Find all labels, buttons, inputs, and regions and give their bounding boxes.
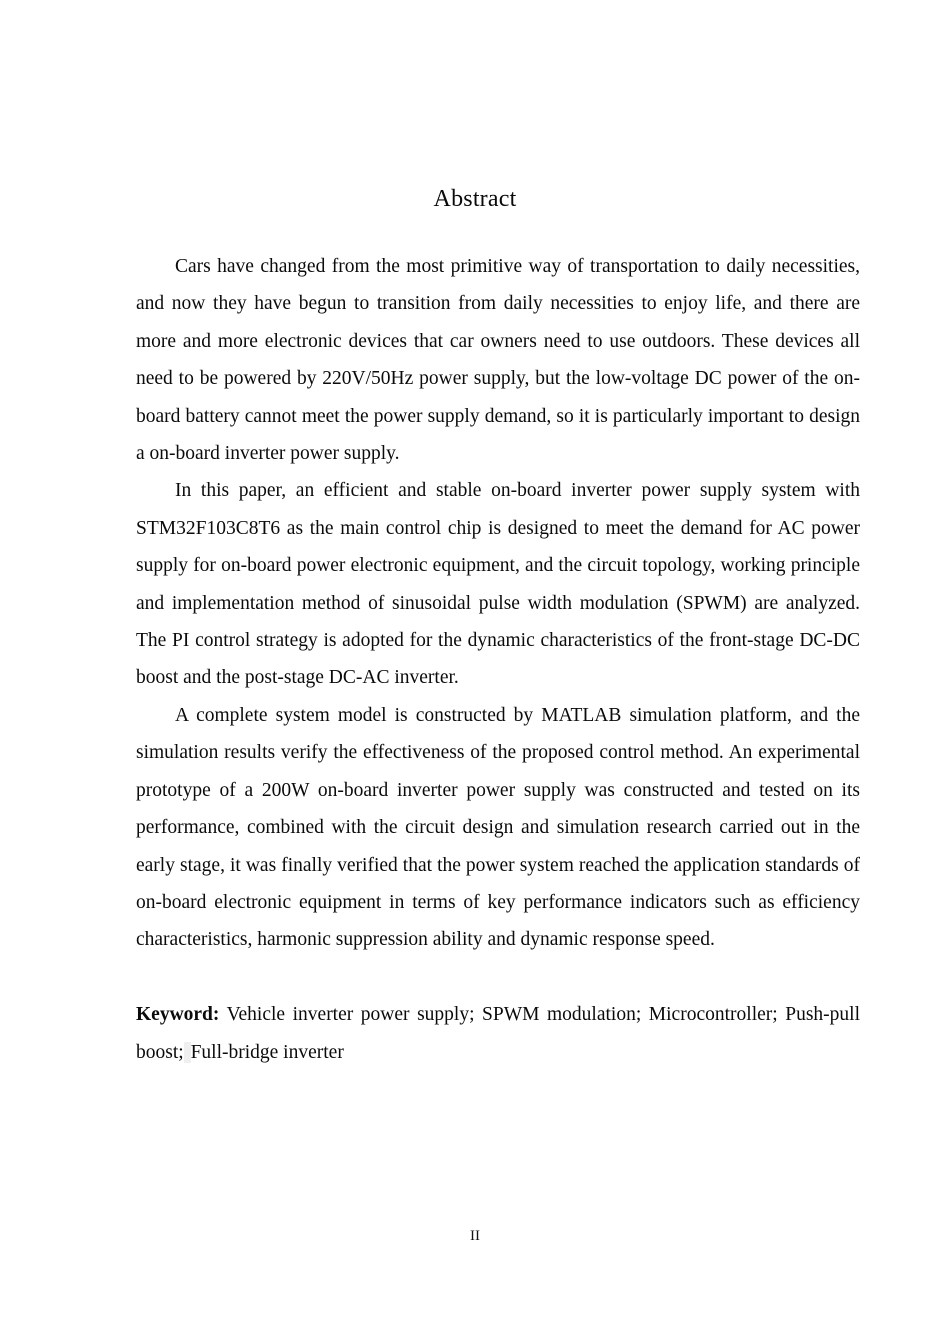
- keyword-line: [136, 996, 860, 1071]
- keyword-list-part-2: Full-bridge inverter: [190, 1041, 344, 1063]
- keyword-spacer: [136, 959, 860, 996]
- abstract-paragraph-1: Cars have changed from the most primitive way of transportation to daily necessities, and now they have begun to transition from daily necessities to enjoy life, and there are more and more electronic devices that car owners need to use outdoors. These devices all need to be powered by 220V/50Hz power supply, but the low-voltage DC power of the on-board battery cannot meet the power supply demand, so it is particularly important to design a on-board inverter power supply.: [136, 256, 860, 465]
- keyword-highlight-mark: [184, 1042, 191, 1063]
- page-title: Abstract: [433, 186, 517, 213]
- footer-page-number: II: [470, 1228, 480, 1244]
- abstract-body: [136, 248, 860, 1071]
- keyword-list-part-1: Vehicle inverter power supply; SPWM modulation; Microcontroller; Push-pull boost;: [136, 1004, 860, 1063]
- abstract-paragraph-3: A complete system model is constructed by MATLAB simulation platform, and the simulation results verify the effectiveness of the proposed control method. An experimental prototype of a 200W on-board inverter power supply was constructed and tested on its performance, combined with the circuit design and simulation research carried out in the early stage, it was finally verified that the power system reached the application standards of on-board electronic equipment in terms of key performance indicators such as efficiency characteristics, harmonic suppression ability and dynamic response speed.: [136, 704, 860, 951]
- abstract-paragraph-2: In this paper, an efficient and stable on-board inverter power supply system with STM32F103C8T6 as the main control chip is designed to meet the demand for AC power supply for on-board power electronic equipment, and the circuit topology, working principle and implementation method of sinusoidal pulse width modulation (SPWM) are analyzed. The PI control strategy is adopted for the dynamic characteristics of the front-stage DC-DC boost and the post-stage DC-AC inverter.: [136, 480, 860, 689]
- keyword-label: Keyword:: [136, 1004, 220, 1026]
